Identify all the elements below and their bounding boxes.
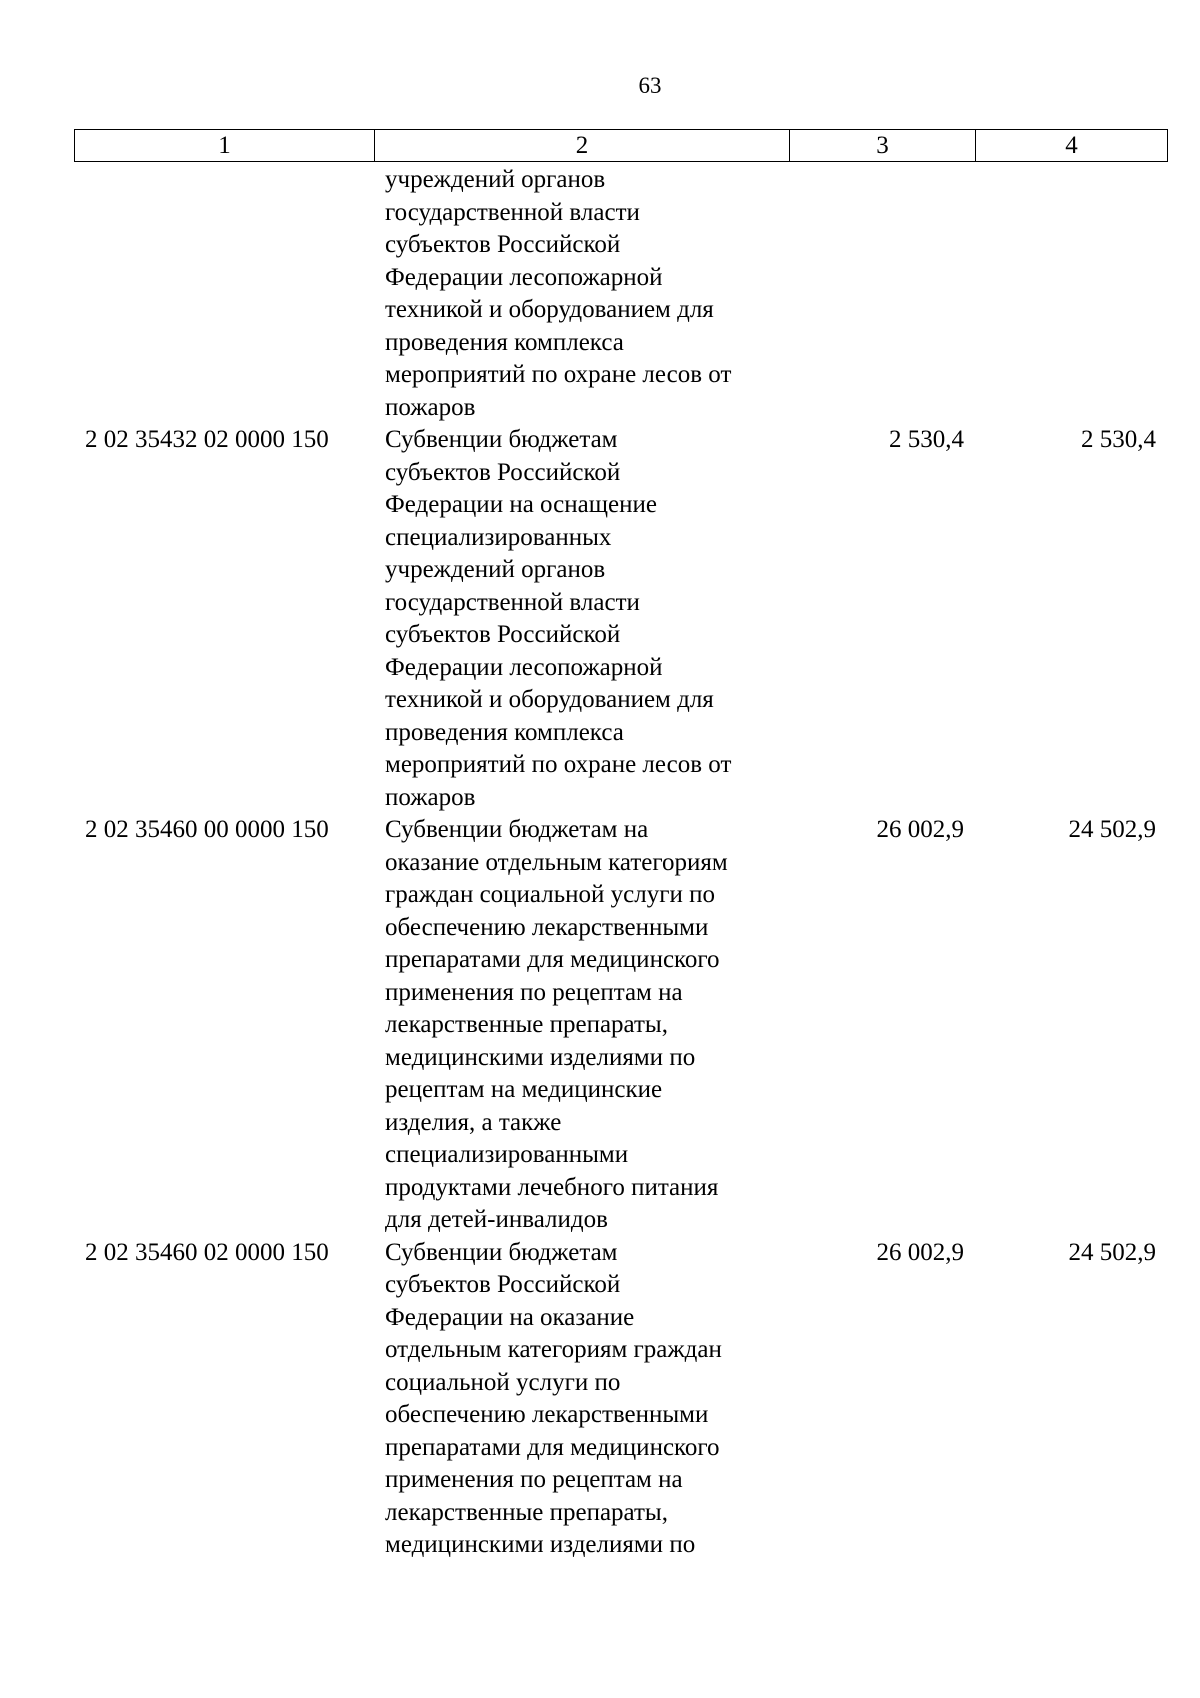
description-line: обеспечению лекарственными bbox=[385, 1401, 709, 1428]
description-line: субъектов Российской bbox=[385, 621, 621, 648]
table-row bbox=[74, 814, 1167, 1237]
description-line: Субвенции бюджетам bbox=[385, 1238, 618, 1266]
description-line: техникой и оборудованием для bbox=[385, 296, 714, 323]
description-line: Субвенции бюджетам bbox=[385, 426, 618, 453]
description-line: изделия, а также bbox=[385, 1108, 562, 1136]
header-row bbox=[75, 130, 1168, 162]
description-line: субъектов Российской bbox=[385, 231, 621, 258]
description-line: лекарственные препараты, bbox=[385, 1011, 668, 1038]
header-col-3: 3 bbox=[790, 130, 976, 162]
table-row bbox=[74, 1237, 1167, 1562]
row-code: 2 02 35432 02 0000 150 bbox=[85, 426, 329, 453]
row-code: 2 02 35460 02 0000 150 bbox=[85, 1238, 329, 1266]
description-line: медицинскими изделиями по bbox=[385, 1043, 696, 1071]
description-line: учреждений органов bbox=[385, 166, 606, 193]
description-line: проведения комплекса bbox=[385, 328, 624, 356]
description-line: препаратами для медицинского bbox=[385, 1433, 720, 1461]
row-description bbox=[374, 164, 789, 424]
description-line: Федерации лесопожарной bbox=[385, 653, 663, 681]
description-line: учреждений органов bbox=[385, 556, 606, 583]
description-line: Федерации на оснащение bbox=[385, 491, 657, 518]
row-value-col3: 26 002,9 bbox=[876, 816, 964, 843]
table-body bbox=[74, 164, 1167, 1562]
description-line: государственной власти bbox=[385, 588, 640, 616]
description-line: Субвенции бюджетам на bbox=[385, 816, 649, 843]
row-description bbox=[374, 1237, 789, 1562]
description-line: применения по рецептам на bbox=[385, 1466, 683, 1493]
description-line: мероприятий по охране лесов от bbox=[385, 361, 732, 388]
header-col-4: 4 bbox=[976, 130, 1168, 162]
description-line: субъектов Российской bbox=[385, 458, 621, 486]
description-line: специализированных bbox=[385, 523, 612, 551]
description-line: Федерации лесопожарной bbox=[385, 263, 663, 291]
description-line: пожаров bbox=[385, 783, 476, 811]
description-line: лекарственные препараты, bbox=[385, 1498, 668, 1526]
description-line: рецептам на медицинские bbox=[385, 1076, 663, 1103]
table-header bbox=[74, 129, 1168, 162]
header-col-1: 1 bbox=[75, 130, 375, 162]
description-line: отдельным категориям граждан bbox=[385, 1336, 722, 1363]
row-value-col4: 24 502,9 bbox=[1068, 1238, 1156, 1266]
description-line: государственной власти bbox=[385, 198, 640, 226]
page-number: 63 bbox=[638, 73, 662, 98]
description-line: техникой и оборудованием для bbox=[385, 686, 714, 713]
description-line: граждан социальной услуги по bbox=[385, 881, 715, 908]
header-col-2: 2 bbox=[375, 130, 790, 162]
row-value-col3: 2 530,4 bbox=[889, 426, 964, 453]
row-code: 2 02 35460 00 0000 150 bbox=[85, 816, 329, 843]
description-line: обеспечению лекарственными bbox=[385, 913, 709, 941]
description-line: пожаров bbox=[385, 393, 476, 421]
description-line: применения по рецептам на bbox=[385, 978, 683, 1006]
description-line: для детей-инвалидов bbox=[385, 1206, 608, 1233]
description-line: проведения комплекса bbox=[385, 718, 624, 746]
description-line: продуктами лечебного питания bbox=[385, 1173, 719, 1201]
description-line: субъектов Российской bbox=[385, 1271, 621, 1298]
row-value-col3: 26 002,9 bbox=[876, 1238, 964, 1266]
description-line: Федерации на оказание bbox=[385, 1303, 635, 1331]
row-value-col4: 2 530,4 bbox=[1081, 426, 1156, 453]
row-value-col4: 24 502,9 bbox=[1068, 816, 1156, 843]
description-line: медицинскими изделиями по bbox=[385, 1531, 696, 1558]
description-line: специализированными bbox=[385, 1141, 629, 1168]
row-description bbox=[374, 424, 789, 814]
table-row bbox=[74, 424, 1167, 814]
description-line: препаратами для медицинского bbox=[385, 946, 720, 973]
table-row bbox=[74, 164, 1167, 424]
description-line: социальной услуги по bbox=[385, 1368, 621, 1396]
description-line: оказание отдельным категориям bbox=[385, 848, 728, 876]
row-description bbox=[374, 814, 789, 1237]
description-line: мероприятий по охране лесов от bbox=[385, 751, 732, 778]
